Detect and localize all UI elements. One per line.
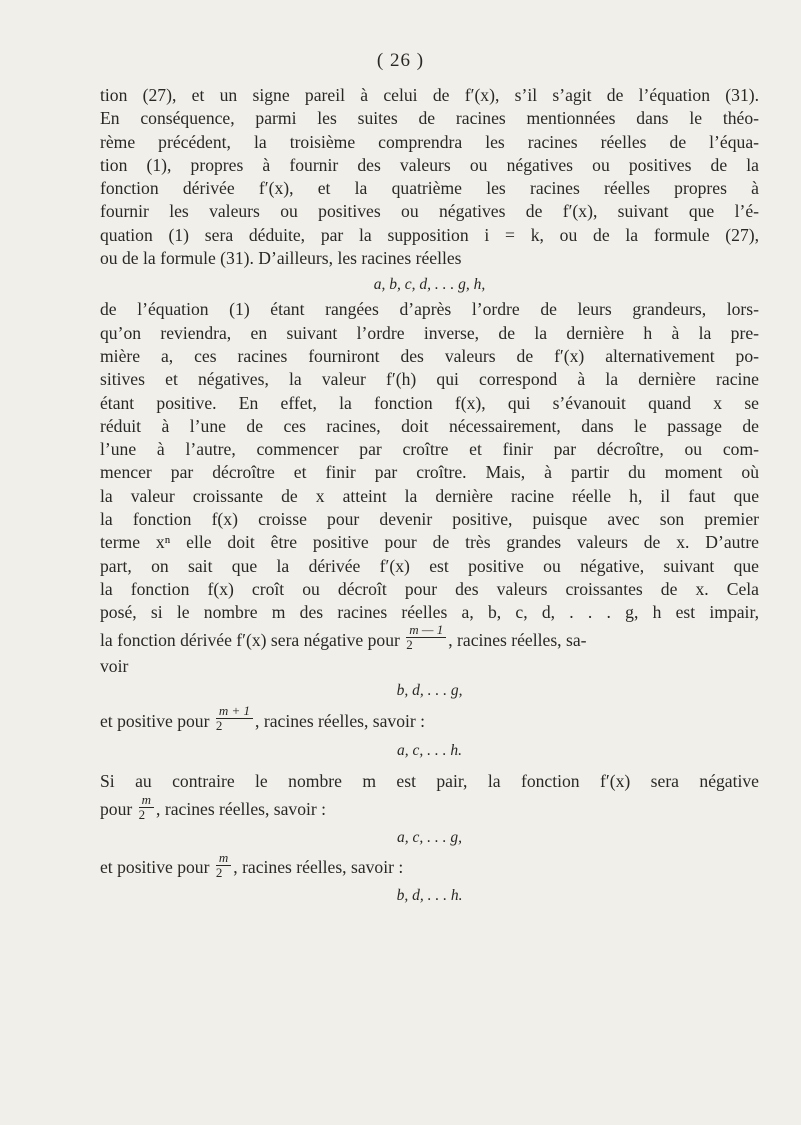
text-line: la fonction f(x) croît ou décroît pour des valeurs croissantes de x. Cela — [100, 578, 759, 599]
text-line: tion (27), et un signe pareil à celui de f′(x), s’il s’agit de l’équation (31). — [100, 85, 759, 105]
text-line: part, on sait que la dérivée f′(x) est positive ou négative, suivant que — [100, 555, 759, 576]
odd-positive-line: et positive pour $\frac{m + 1}{2}$ , racines réelles, savoir : — [100, 703, 426, 734]
text-line: terme xⁿ elle doit être positive pour de très grandes valeurs de x. D’autre — [100, 532, 759, 553]
fraction-m-over-2-positive: $\frac{m}{2}$ — [216, 851, 231, 880]
text-line: tion (1), propres à fournir des valeurs ou négatives ou positives de la — [100, 154, 759, 175]
text-line: l’une à l’autre, commencer par croître et finir par décroître, ou com- — [100, 439, 759, 460]
paragraph-1 — [100, 84, 759, 270]
even-positive-line: et positive pour $\frac{m}{2}$ , racines réelles, savoir : — [100, 849, 404, 880]
text-line: ou de la formule (31). D’ailleurs, les racines réelles — [100, 248, 462, 269]
text-line: quation (1) sera déduite, par la supposition i = k, ou de la formule (27), — [100, 224, 759, 245]
fraction-m-minus-1-over-2: $\frac{m — 1}{2}$ — [406, 623, 446, 652]
text-line: fournir les valeurs ou positives ou négatives de f′(x), suivant que l’é- — [100, 201, 759, 222]
roots-even-positive: b, d, . . . h. — [396, 887, 463, 905]
roots-even-negative: a, c, . . . g, — [396, 829, 462, 847]
fraction-m-over-2: $\frac{m}{2}$ — [139, 793, 154, 822]
roots-all: a, b, c, d, . . . g, h, — [373, 276, 486, 294]
even-negative-line: pour $\frac{m}{2}$ , racines réelles, savoir : — [100, 791, 327, 822]
text-line: rème précédent, la troisième comprendra les racines réelles de l’équa- — [100, 131, 759, 152]
roots-odd-negative: b, d, . . . g, — [396, 681, 463, 699]
page-number: ( 26 ) — [376, 50, 425, 71]
even-intro-line: Si au contraire le nombre m est pair, la fonction f′(x) sera négative — [100, 770, 759, 791]
text-line: de l’équation (1) étant rangées d’après l’ordre de leurs grandeurs, lors- — [100, 299, 759, 320]
text-line: qu’on reviendra, en suivant l’ordre inverse, de la dernière h à la pre- — [100, 322, 759, 343]
text-line: fonction dérivée f′(x), et la quatrième les racines réelles propres à — [100, 178, 759, 199]
text-line: la valeur croissante de x atteint la dernière racine réelle h, il faut que — [100, 485, 759, 506]
text-line: réduit à l’une de ces racines, doit nécessairement, dans le passage de — [100, 415, 759, 436]
odd-negative-line: la fonction dérivée f′(x) sera négative pour $\frac{m — 1}{2}$ , racines réelles, sa- — [100, 621, 587, 652]
text-line: En conséquence, parmi les suites de racines mentionnées dans le théo- — [100, 108, 759, 129]
text-line: mencer par décroître et finir par croître. Mais, à partir du moment où — [100, 462, 759, 483]
fraction-m-plus-1-over-2: $\frac{m + 1}{2}$ — [216, 704, 253, 733]
paragraph-2 — [100, 298, 759, 624]
text-line: mière a, ces racines fourniront des valeurs de f′(x) alternativement po- — [100, 345, 759, 366]
body-text — [100, 84, 759, 909]
text-line: posé, si le nombre m des racines réelles a, b, c, d, . . . g, h est impair, — [100, 602, 759, 623]
text-line: la fonction f(x) croisse pour devenir positive, puisque avec son premier — [100, 509, 759, 530]
text-line: sitives et négatives, la valeur f′(h) qui correspond à la dernière racine — [100, 369, 759, 390]
voir-line: voir — [100, 655, 129, 676]
text-line: étant positive. En effet, la fonction f(x), qui s’évanouit quand x se — [100, 392, 759, 413]
roots-odd-positive: a, c, . . . h. — [396, 741, 462, 759]
